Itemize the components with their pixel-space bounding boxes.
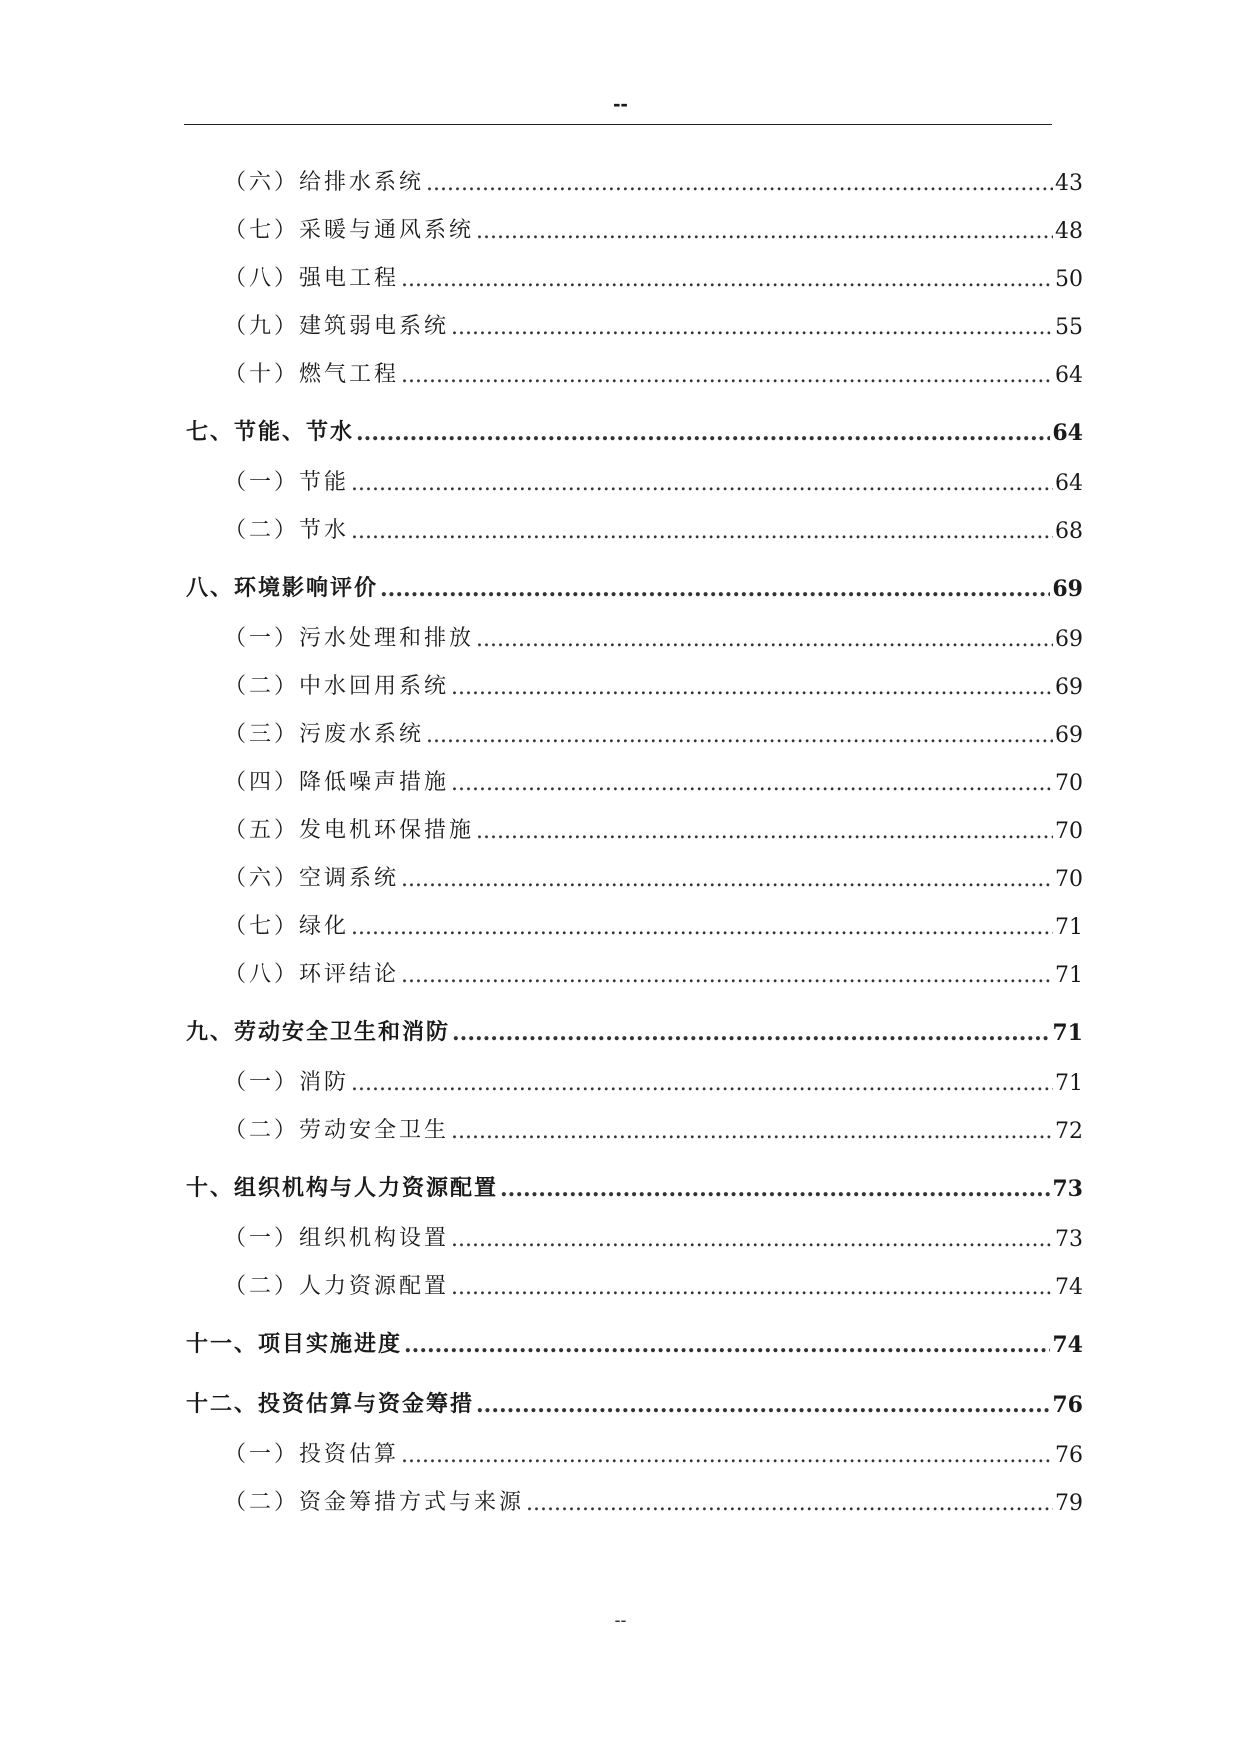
- toc-section-entry[interactable]: [224, 504, 1083, 552]
- toc-entry-title: （四）降低噪声措施: [224, 770, 450, 795]
- toc-dot-leader: [451, 1227, 1053, 1260]
- toc-page-number: 79: [1055, 1491, 1083, 1516]
- toc-dot-leader: [451, 1119, 1053, 1152]
- toc-dot-leader: [500, 1176, 1050, 1212]
- toc-entry-title: （六）给排水系统: [224, 170, 425, 195]
- toc-entry-title: （六）空调系统: [224, 866, 400, 891]
- toc-dot-leader: [401, 267, 1053, 300]
- toc-entry-title: （二）中水回用系统: [224, 674, 450, 699]
- toc-dot-leader: [451, 315, 1053, 348]
- toc-page-number: 74: [1052, 1332, 1083, 1358]
- toc-section-entry[interactable]: [224, 1476, 1083, 1524]
- header-rule: [184, 124, 1052, 125]
- toc-section-entry[interactable]: [224, 1428, 1083, 1476]
- toc-page-number: 43: [1055, 171, 1083, 196]
- toc-dot-leader: [380, 576, 1050, 612]
- toc-page-number: 73: [1052, 1176, 1083, 1202]
- toc-section-entry[interactable]: [224, 756, 1083, 804]
- toc-dot-leader: [476, 819, 1053, 852]
- toc-entry-title: （一）投资估算: [224, 1442, 400, 1467]
- toc-section-entry[interactable]: [224, 612, 1083, 660]
- toc-section-entry[interactable]: [224, 1212, 1083, 1260]
- toc-chapter-entry[interactable]: [186, 1152, 1083, 1212]
- toc-page-number: 70: [1055, 771, 1083, 796]
- toc-page-number: 68: [1055, 519, 1083, 544]
- toc-entry-title: 八、环境影响评价: [186, 575, 379, 601]
- toc-page-number: 69: [1055, 723, 1083, 748]
- toc-entry-title: （八）环评结论: [224, 962, 400, 987]
- toc-chapter-entry[interactable]: [186, 552, 1083, 612]
- toc-dot-leader: [351, 915, 1053, 948]
- toc-dot-leader: [526, 1491, 1053, 1524]
- toc-entry-title: 七、节能、节水: [186, 419, 355, 445]
- table-of-contents: [186, 156, 1083, 1524]
- toc-section-entry[interactable]: [224, 156, 1083, 204]
- page-footer-mark: --: [614, 1610, 627, 1630]
- toc-section-entry[interactable]: [224, 456, 1083, 504]
- toc-page-number: 69: [1052, 576, 1083, 602]
- toc-section-entry[interactable]: [224, 348, 1083, 396]
- toc-entry-title: （二）节水: [224, 518, 350, 543]
- toc-entry-title: （七）绿化: [224, 914, 350, 939]
- toc-section-entry[interactable]: [224, 300, 1083, 348]
- toc-section-entry[interactable]: [224, 708, 1083, 756]
- toc-page-number: 64: [1055, 471, 1083, 496]
- toc-page-number: 71: [1055, 1071, 1083, 1096]
- toc-dot-leader: [401, 363, 1053, 396]
- toc-dot-leader: [452, 1020, 1050, 1056]
- toc-dot-leader: [426, 723, 1053, 756]
- toc-section-entry[interactable]: [224, 1260, 1083, 1308]
- toc-section-entry[interactable]: [224, 948, 1083, 996]
- toc-dot-leader: [451, 1275, 1053, 1308]
- toc-page-number: 70: [1055, 819, 1083, 844]
- toc-page-number: 50: [1055, 267, 1083, 292]
- toc-section-entry[interactable]: [224, 804, 1083, 852]
- page-header-mark: --: [613, 91, 628, 116]
- toc-dot-leader: [356, 420, 1050, 456]
- toc-entry-title: （三）污废水系统: [224, 722, 425, 747]
- toc-section-entry[interactable]: [224, 252, 1083, 300]
- toc-page-number: 71: [1055, 963, 1083, 988]
- toc-entry-title: （一）消防: [224, 1070, 350, 1095]
- toc-section-entry[interactable]: [224, 1104, 1083, 1152]
- toc-dot-leader: [476, 1392, 1050, 1428]
- toc-entry-title: （一）污水处理和排放: [224, 626, 475, 651]
- toc-entry-title: （十）燃气工程: [224, 362, 400, 387]
- toc-chapter-entry[interactable]: [186, 1308, 1083, 1368]
- toc-entry-title: 十、组织机构与人力资源配置: [186, 1175, 499, 1201]
- toc-dot-leader: [476, 627, 1053, 660]
- toc-page-number: 76: [1052, 1392, 1083, 1418]
- toc-dot-leader: [426, 171, 1053, 204]
- toc-entry-title: （一）组织机构设置: [224, 1226, 450, 1251]
- toc-dot-leader: [351, 1071, 1053, 1104]
- toc-chapter-entry[interactable]: [186, 396, 1083, 456]
- toc-page-number: 69: [1055, 627, 1083, 652]
- toc-dot-leader: [451, 771, 1053, 804]
- toc-page-number: 71: [1055, 915, 1083, 940]
- toc-page-number: 64: [1052, 420, 1083, 446]
- toc-entry-title: （一）节能: [224, 470, 350, 495]
- toc-entry-title: （二）劳动安全卫生: [224, 1118, 450, 1143]
- toc-dot-leader: [351, 471, 1053, 504]
- toc-page-number: 74: [1055, 1275, 1083, 1300]
- toc-page-number: 70: [1055, 867, 1083, 892]
- toc-page-number: 64: [1055, 363, 1083, 388]
- toc-page-number: 72: [1055, 1119, 1083, 1144]
- toc-page-number: 71: [1052, 1020, 1083, 1046]
- toc-section-entry[interactable]: [224, 660, 1083, 708]
- toc-entry-title: （二）资金筹措方式与来源: [224, 1490, 525, 1515]
- toc-dot-leader: [476, 219, 1053, 252]
- toc-entry-title: 十二、投资估算与资金筹措: [186, 1391, 475, 1417]
- toc-page-number: 76: [1055, 1443, 1083, 1468]
- toc-page-number: 55: [1055, 315, 1083, 340]
- toc-dot-leader: [451, 675, 1053, 708]
- toc-dot-leader: [401, 1443, 1053, 1476]
- toc-entry-title: （九）建筑弱电系统: [224, 314, 450, 339]
- toc-section-entry[interactable]: [224, 1056, 1083, 1104]
- toc-dot-leader: [401, 867, 1053, 900]
- toc-entry-title: 九、劳动安全卫生和消防: [186, 1019, 451, 1045]
- toc-page-number: 69: [1055, 675, 1083, 700]
- toc-chapter-entry[interactable]: [186, 1368, 1083, 1428]
- toc-entry-title: （八）强电工程: [224, 266, 400, 291]
- toc-dot-leader: [401, 963, 1053, 996]
- toc-entry-title: （七）采暖与通风系统: [224, 218, 475, 243]
- toc-section-entry[interactable]: [224, 852, 1083, 900]
- toc-entry-title: 十一、项目实施进度: [186, 1331, 403, 1357]
- toc-section-entry[interactable]: [224, 204, 1083, 252]
- toc-page-number: 73: [1055, 1227, 1083, 1252]
- toc-dot-leader: [404, 1332, 1050, 1368]
- toc-entry-title: （二）人力资源配置: [224, 1274, 450, 1299]
- toc-page-number: 48: [1055, 219, 1083, 244]
- toc-dot-leader: [351, 519, 1053, 552]
- toc-chapter-entry[interactable]: [186, 996, 1083, 1056]
- toc-entry-title: （五）发电机环保措施: [224, 818, 475, 843]
- toc-section-entry[interactable]: [224, 900, 1083, 948]
